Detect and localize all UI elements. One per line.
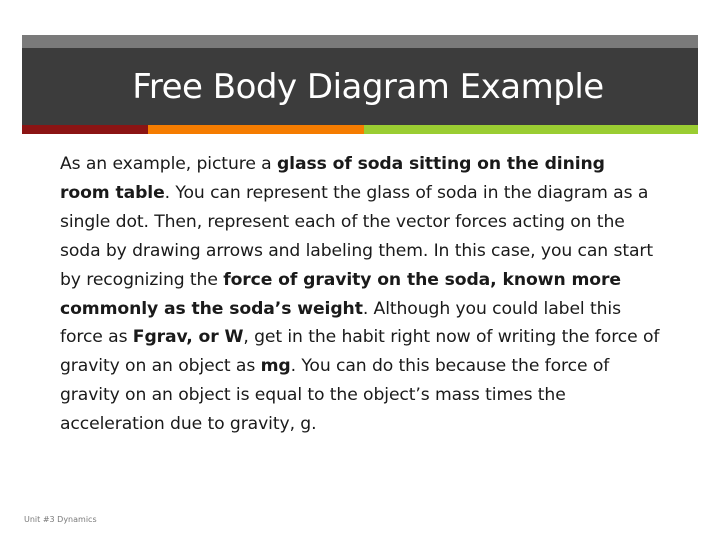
body-paragraph <box>60 150 660 439</box>
body-bold-segment: mg <box>260 356 291 377</box>
body-text-segment: As an example, picture a <box>60 154 277 174</box>
body-text-segment: , get in the habit right now of writing the force of gravity on an object as <box>60 327 660 377</box>
body-bold-segment: force of gravity on the soda, known more commonly as the soda’s weight <box>60 269 621 319</box>
accent-bar-green <box>364 125 698 134</box>
title-band <box>22 48 698 125</box>
slide-title: Free Body Diagram Example <box>132 66 604 107</box>
body-bold-segment: Fgrav, or W <box>132 327 244 348</box>
body-text-segment: . Although you could label this force as <box>60 298 621 348</box>
body-bold-segment: glass of soda sitting on the dining room table <box>60 154 605 203</box>
body-text-segment: . You can do this because the force of gravity on an object is equal to the object’s mass times the acceleration due to gravity, g. <box>60 356 610 435</box>
title-top-strip <box>22 35 698 48</box>
accent-bar-red <box>22 125 148 134</box>
body-text-segment: . You can represent the glass of soda in the diagram as a single dot. Then, represent each of the vector forces acting on the soda by drawing arrows and labeling them. In this case, you can start by recognizing the <box>60 182 653 290</box>
slide-footer: Unit #3 Dynamics <box>24 515 97 524</box>
accent-bar-orange <box>148 125 364 134</box>
